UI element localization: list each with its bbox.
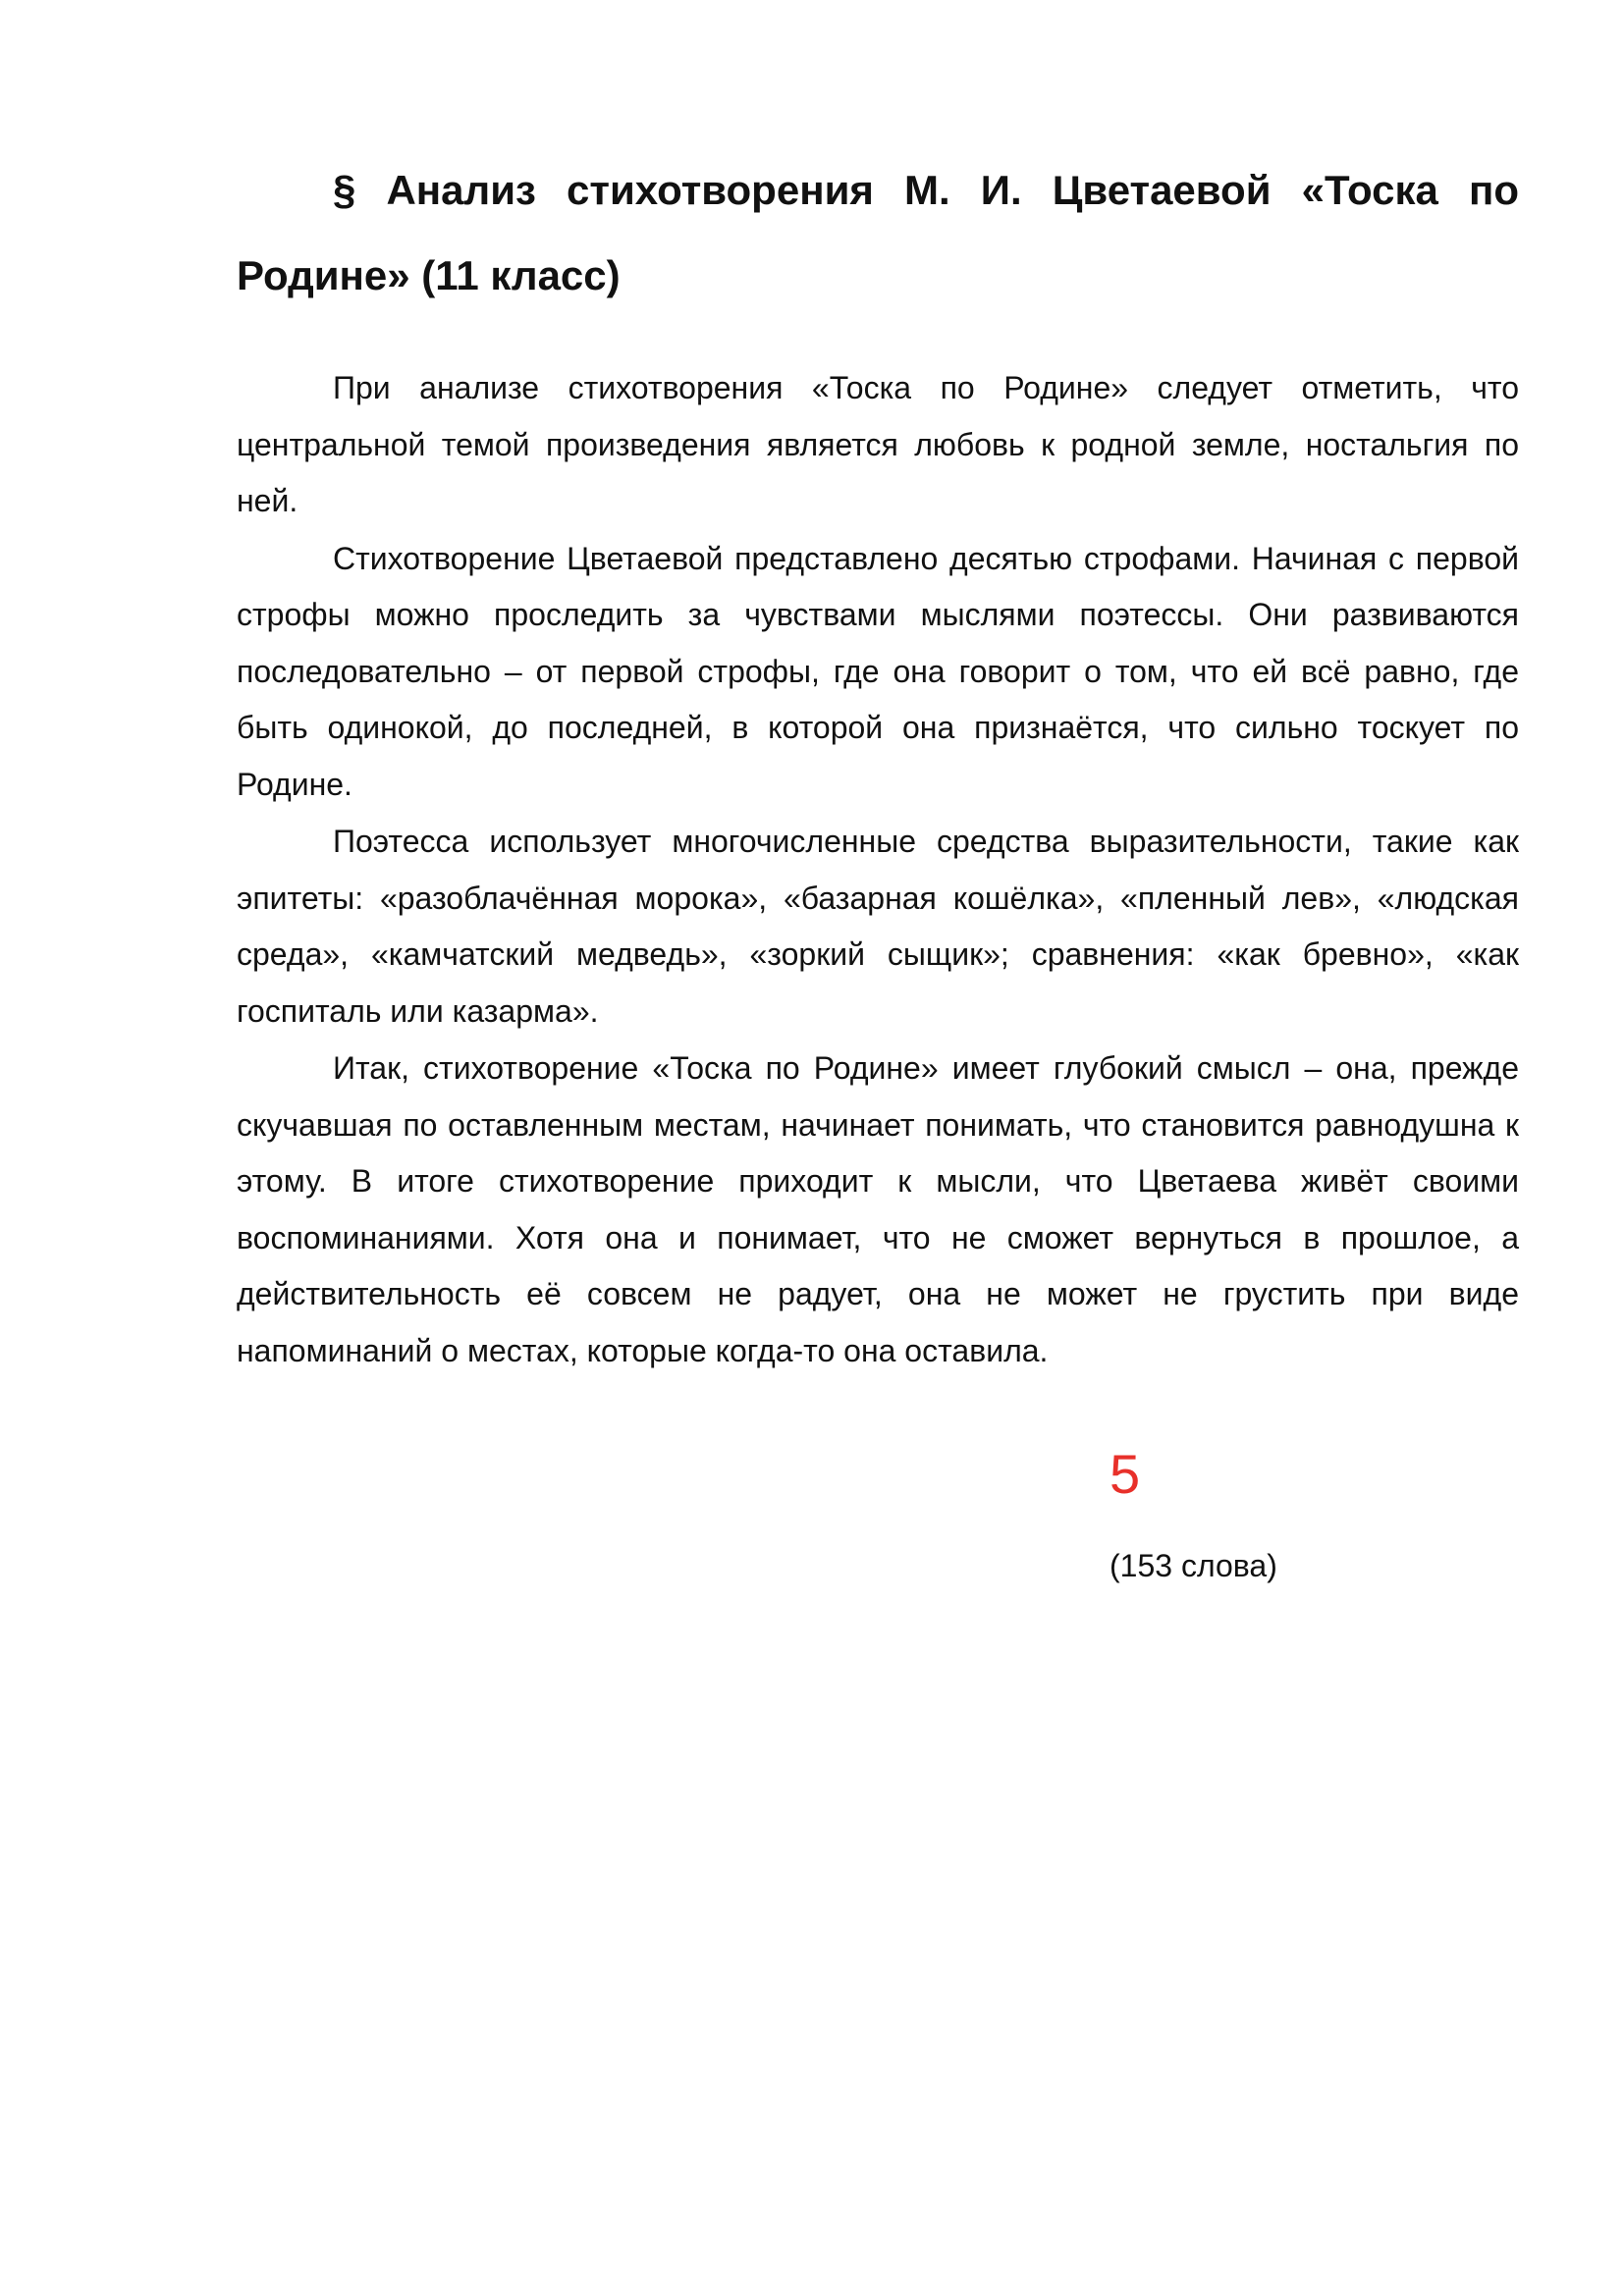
paragraph-4: Итак, стихотворение «Тоска по Родине» имеет глубокий смысл – она, прежде скучавшая по оставленным местам, начинает понимать, что становится равнодушна к этому. В итоге стихотворение приходит к мысли, что Цветаева живёт своими воспоминаниями. Хотя она и понимает, что не сможет вернуться в прошлое, а действительность её совсем не радует, она не может не грустить при виде напоминаний о местах, которые когда-то она оставила.: [237, 1050, 1519, 1368]
paragraph-2: Стихотворение Цветаевой представлено десятью строфами. Начиная с первой строфы можно проследить за чувствами мыслями поэтессы. Они развиваются последовательно – от первой строфы, где она говорит о том, что ей всё равно, где быть одинокой, до последней, в которой она признаётся, что сильно тоскует по Родине.: [237, 540, 1519, 802]
paragraph-1: При анализе стихотворения «Тоска по Родине» следует отметить, что центральной темой произведения является любовь к родной земле, ностальгия по ней.: [237, 370, 1519, 518]
page-title: § Анализ стихотворения М. И. Цветаевой «Тоска по Родине» (11 класс): [237, 167, 1519, 298]
word-count: (153 слова): [1110, 1548, 1277, 1583]
essay-body: [237, 360, 1519, 1379]
grade-mark: 5: [1110, 1443, 1141, 1505]
paragraph-3: Поэтесса использует многочисленные средства выразительности, такие как эпитеты: «разоблачённая морока», «базарная кошёлка», «пленный лев», «людская среда», «камчатский медведь», «зоркий сыщик»; сравнения: «как бревно», «как госпиталь или казарма».: [237, 824, 1519, 1029]
